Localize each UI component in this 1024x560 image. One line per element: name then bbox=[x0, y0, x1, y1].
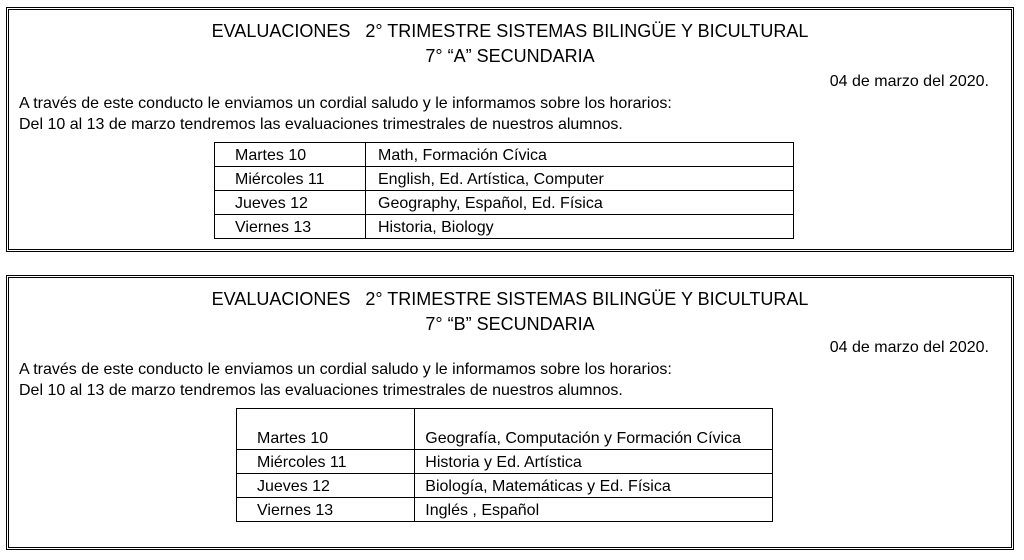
notice-group: 7° “B” SECUNDARIA bbox=[425, 314, 595, 334]
table-row bbox=[237, 409, 773, 450]
notice-7a bbox=[6, 7, 1014, 252]
notice-title: EVALUACIONES 2° TRIMESTRE SISTEMAS BILINGÜE Y BICULTURAL bbox=[211, 21, 809, 41]
schedule-subjects: Historia y Ed. Artística bbox=[415, 450, 773, 474]
notice-intro: A través de este conducto le enviamos un cordial saludo y le informamos sobre los horarios: bbox=[19, 361, 672, 378]
notice-intro: A través de este conducto le enviamos un cordial saludo y le informamos sobre los horarios: bbox=[19, 95, 672, 112]
schedule-table bbox=[214, 142, 794, 239]
table-row bbox=[237, 498, 773, 522]
schedule-subjects: Math, Formación Cívica bbox=[366, 143, 794, 167]
schedule-day: Viernes 13 bbox=[237, 498, 415, 522]
schedule-subjects: Historia, Biology bbox=[366, 215, 794, 239]
schedule-subjects: English, Ed. Artística, Computer bbox=[366, 167, 794, 191]
notice-date: 04 de marzo del 2020. bbox=[829, 339, 989, 356]
schedule-day: Miércoles 11 bbox=[237, 450, 415, 474]
schedule-table bbox=[236, 408, 773, 522]
schedule-subjects: Biología, Matemáticas y Ed. Física bbox=[415, 474, 773, 498]
notice-date: 04 de marzo del 2020. bbox=[829, 73, 989, 90]
table-row bbox=[215, 167, 794, 191]
schedule-subjects: Inglés , Español bbox=[415, 498, 773, 522]
table-row bbox=[215, 191, 794, 215]
notice-period: Del 10 al 13 de marzo tendremos las evaluaciones trimestrales de nuestros alumnos. bbox=[19, 382, 623, 399]
schedule-day: Martes 10 bbox=[215, 143, 366, 167]
schedule-day: Viernes 13 bbox=[215, 215, 366, 239]
schedule-subjects: Geografía, Computación y Formación Cívica bbox=[415, 409, 773, 450]
schedule-day: Jueves 12 bbox=[215, 191, 366, 215]
schedule-day: Martes 10 bbox=[237, 409, 415, 450]
table-row bbox=[215, 215, 794, 239]
notice-group: 7° “A” SECUNDARIA bbox=[425, 46, 595, 66]
schedule-subjects: Geography, Español, Ed. Física bbox=[366, 191, 794, 215]
schedule-day: Jueves 12 bbox=[237, 474, 415, 498]
notice-title: EVALUACIONES 2° TRIMESTRE SISTEMAS BILINGÜE Y BICULTURAL bbox=[211, 289, 809, 309]
table-row bbox=[237, 450, 773, 474]
table-row bbox=[215, 143, 794, 167]
schedule-day: Miércoles 11 bbox=[215, 167, 366, 191]
notice-period: Del 10 al 13 de marzo tendremos las evaluaciones trimestrales de nuestros alumnos. bbox=[19, 116, 623, 133]
notice-7b bbox=[6, 275, 1014, 550]
table-row bbox=[237, 474, 773, 498]
